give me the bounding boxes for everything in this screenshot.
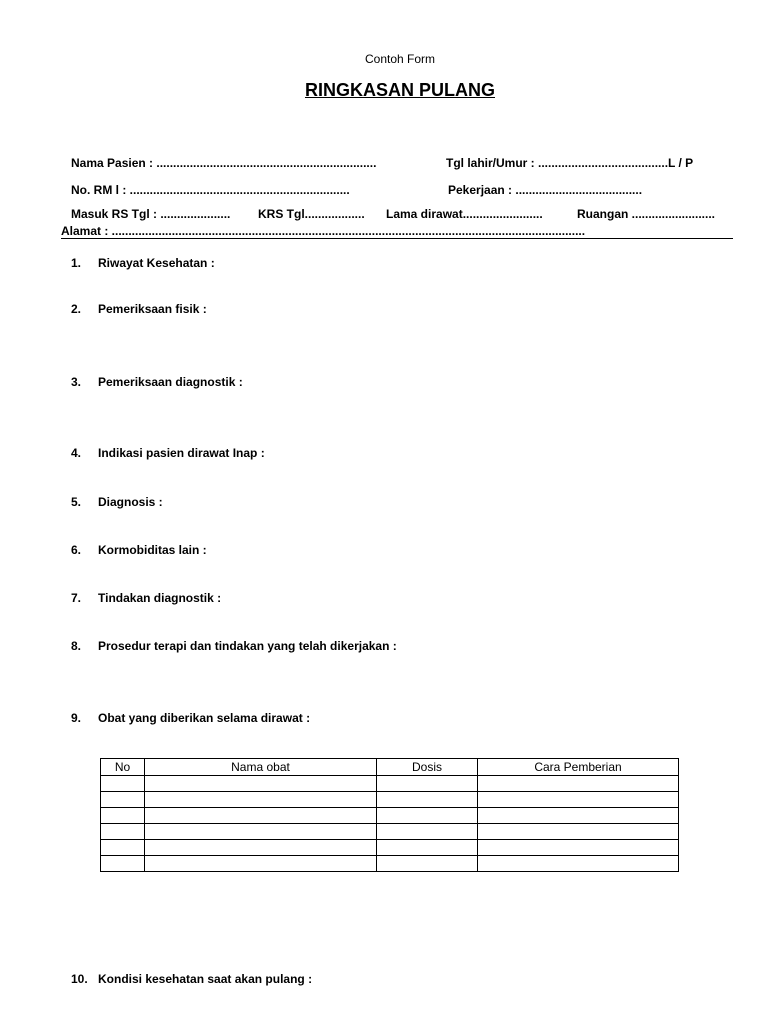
item-indikasi-inap: Indikasi pasien dirawat Inap :	[98, 446, 265, 460]
item-prosedur-terapi: Prosedur terapi dan tindakan yang telah dikerjakan :	[98, 639, 397, 653]
table-cell[interactable]	[377, 856, 478, 872]
table-cell[interactable]	[377, 792, 478, 808]
table-cell[interactable]	[478, 792, 679, 808]
table-cell[interactable]	[377, 840, 478, 856]
item-number: 3.	[71, 375, 82, 389]
item-number: 4.	[71, 446, 82, 460]
item-kondisi-pulang: Kondisi kesehatan saat akan pulang :	[98, 972, 313, 986]
nama-pasien-field[interactable]: Nama Pasien : ..................................................................	[71, 156, 377, 170]
table-cell[interactable]	[377, 808, 478, 824]
item-obat-diberikan: Obat yang diberikan selama dirawat :	[98, 711, 311, 725]
table-cell[interactable]	[478, 856, 679, 872]
table-header-row	[101, 759, 679, 776]
lama-dirawat-field[interactable]: Lama dirawat........................	[386, 207, 543, 221]
item-number: 10.	[71, 972, 88, 986]
col-header-dosis: Dosis	[377, 759, 478, 776]
table-cell[interactable]	[377, 824, 478, 840]
table-cell[interactable]	[145, 840, 377, 856]
masuk-rs-field[interactable]: Masuk RS Tgl : .....................	[71, 207, 231, 221]
item-number: 6.	[71, 543, 82, 557]
table-cell[interactable]	[145, 776, 377, 792]
table-cell[interactable]	[478, 840, 679, 856]
no-rm-field[interactable]: No. RM l : ..................................................................	[71, 183, 350, 197]
tgl-lahir-field[interactable]: Tgl lahir/Umur : .......................................L / P	[446, 156, 694, 170]
item-pemeriksaan-diagnostik: Pemeriksaan diagnostik :	[98, 375, 243, 389]
item-diagnosis: Diagnosis :	[98, 495, 163, 509]
item-riwayat-kesehatan: Riwayat Kesehatan :	[98, 256, 215, 270]
table-cell[interactable]	[101, 792, 145, 808]
table-cell[interactable]	[101, 808, 145, 824]
item-kormobiditas: Kormobiditas lain :	[98, 543, 207, 557]
obat-table	[100, 758, 679, 872]
table-cell[interactable]	[145, 856, 377, 872]
ruangan-field[interactable]: Ruangan .........................	[577, 207, 716, 221]
col-header-no: No	[101, 759, 145, 776]
table-cell[interactable]	[145, 824, 377, 840]
table-cell[interactable]	[101, 840, 145, 856]
table-cell[interactable]	[101, 824, 145, 840]
table-cell[interactable]	[478, 776, 679, 792]
table-cell[interactable]	[101, 856, 145, 872]
item-number: 8.	[71, 639, 82, 653]
item-number: 2.	[71, 302, 82, 316]
form-title: RINGKASAN PULANG	[304, 80, 495, 100]
table-cell[interactable]	[145, 808, 377, 824]
alamat-field[interactable]: Alamat : ..............................................................................................................................................	[61, 224, 733, 239]
table-cell[interactable]	[101, 776, 145, 792]
pekerjaan-field[interactable]: Pekerjaan : ......................................	[448, 183, 643, 197]
table-cell[interactable]	[377, 776, 478, 792]
table-row	[101, 792, 679, 808]
item-pemeriksaan-fisik: Pemeriksaan fisik :	[98, 302, 207, 316]
item-number: 7.	[71, 591, 82, 605]
table-cell[interactable]	[478, 824, 679, 840]
table-cell[interactable]	[145, 792, 377, 808]
item-number: 5.	[71, 495, 82, 509]
col-header-nama-obat: Nama obat	[145, 759, 377, 776]
table-row	[101, 856, 679, 872]
item-tindakan-diagnostik: Tindakan diagnostik :	[98, 591, 222, 605]
col-header-cara-pemberian: Cara Pemberian	[478, 759, 679, 776]
table-row	[101, 824, 679, 840]
krs-tgl-field[interactable]: KRS Tgl..................	[258, 207, 365, 221]
table-row	[101, 776, 679, 792]
table-row	[101, 808, 679, 824]
form-subtitle: Contoh Form	[364, 52, 436, 66]
item-number: 1.	[71, 256, 82, 270]
table-cell[interactable]	[478, 808, 679, 824]
table-row	[101, 840, 679, 856]
item-number: 9.	[71, 711, 82, 725]
